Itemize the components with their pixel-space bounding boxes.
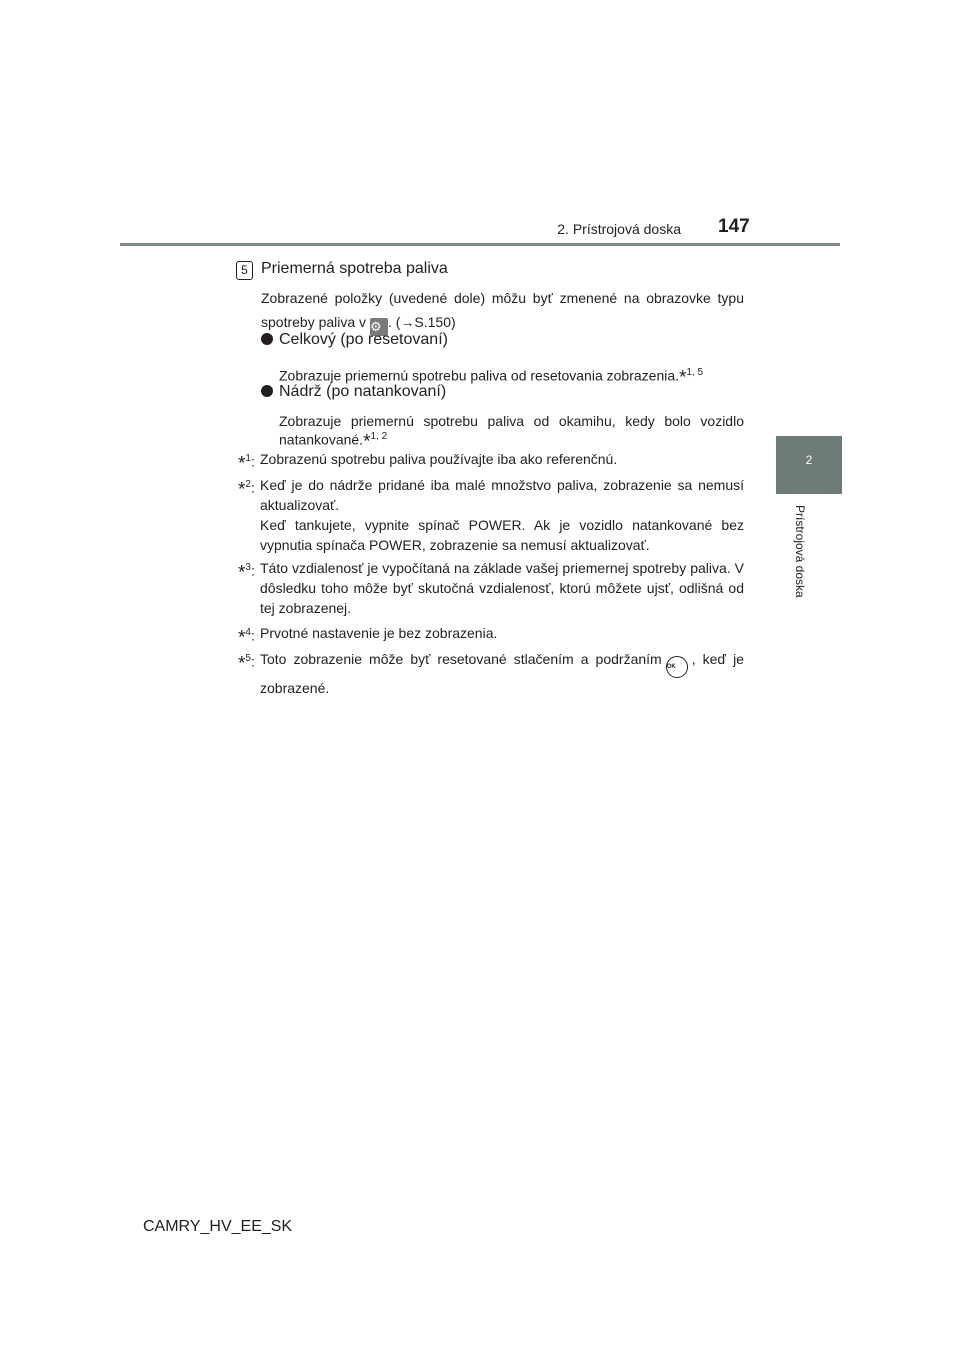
- footnote-text: Zobrazenú spotrebu paliva používajte iba ako referenčnú.: [260, 451, 618, 467]
- settings-icon: ⚙: [370, 318, 388, 336]
- bullet-title: Nádrž (po natankovaní): [279, 383, 447, 400]
- intro-text: Zobrazené položky (uvedené dole) môžu byť zmenené na obrazovke typu spotreby paliva v: [261, 290, 744, 330]
- bullet-dot-icon: [261, 333, 273, 345]
- item-title: Priemerná spotreba paliva: [261, 260, 448, 277]
- footnote-mark: *$^4$:: [238, 627, 255, 649]
- footnote-mark: *$^2$:: [238, 479, 255, 501]
- header-rule: [120, 243, 840, 246]
- footnote-text: Keď je do nádrže pridané iba malé množstvo paliva, zobrazenie sa nemusí aktualizovať.: [260, 477, 744, 513]
- bullet-text: Zobrazuje priemernú spotrebu paliva od resetovania zobrazenia.: [279, 367, 680, 384]
- footnote-text: Táto vzdialenosť je vypočítaná na základe vašej priemernej spotreby paliva. V dôsledku toho môže byť skutočná vzdialenosť, ktorú môžete ujsť, odlišná od tej zobrazenej.: [260, 560, 744, 616]
- section-title: 2. Prístrojová doska: [557, 221, 681, 237]
- footnote-star: *: [679, 367, 687, 389]
- bullet-dot-icon: [261, 385, 273, 397]
- item-intro: [261, 286, 744, 336]
- item-number-badge: 5: [236, 261, 253, 280]
- bullet-total: [261, 331, 448, 349]
- bullet-tank-text: [279, 413, 744, 451]
- bullet-text: Zobrazuje priemernú spotrebu paliva od okamihu, kedy bolo vozidlo natankované.: [279, 413, 744, 448]
- intro-ref: . (→S.150): [387, 314, 456, 330]
- footnote-mark: *$^5$:: [238, 653, 255, 675]
- footnote-text: Toto zobrazenie môže byť resetované stlačením a podržaním OK , keď je zobrazené.: [260, 651, 744, 696]
- footnote-5: [238, 649, 744, 698]
- footnote-1: [238, 449, 744, 475]
- page-number: 147: [718, 216, 750, 237]
- chapter-number: 2: [805, 453, 813, 467]
- document-code: CAMRY_HV_EE_SK: [143, 1218, 293, 1235]
- footnote-mark: *$^3$:: [238, 562, 255, 584]
- bullet-tank: [261, 383, 446, 401]
- ok-button-icon: OK: [666, 656, 688, 678]
- footnote-refs: 1, 5: [686, 367, 704, 378]
- footnote-3: [238, 558, 744, 618]
- footnote-4: [238, 623, 744, 649]
- chapter-label: Prístrojová doska: [793, 505, 807, 598]
- footnote-mark: *$^1$:: [238, 453, 255, 475]
- footnote-refs: 1, 2: [370, 431, 388, 442]
- bullet-title: Celkový (po resetovaní): [279, 331, 448, 348]
- footnote-text-continued: Keď tankujete, vypnite spínač POWER. Ak je vozidlo natankované bez vypnutia spínača POWER, zobrazenie sa nemusí aktualizovať.: [260, 517, 744, 553]
- footnote-star: *: [363, 431, 371, 453]
- footnote-2: [238, 475, 744, 555]
- footnote-text: Prvotné nastavenie je bez zobrazenia.: [260, 625, 498, 641]
